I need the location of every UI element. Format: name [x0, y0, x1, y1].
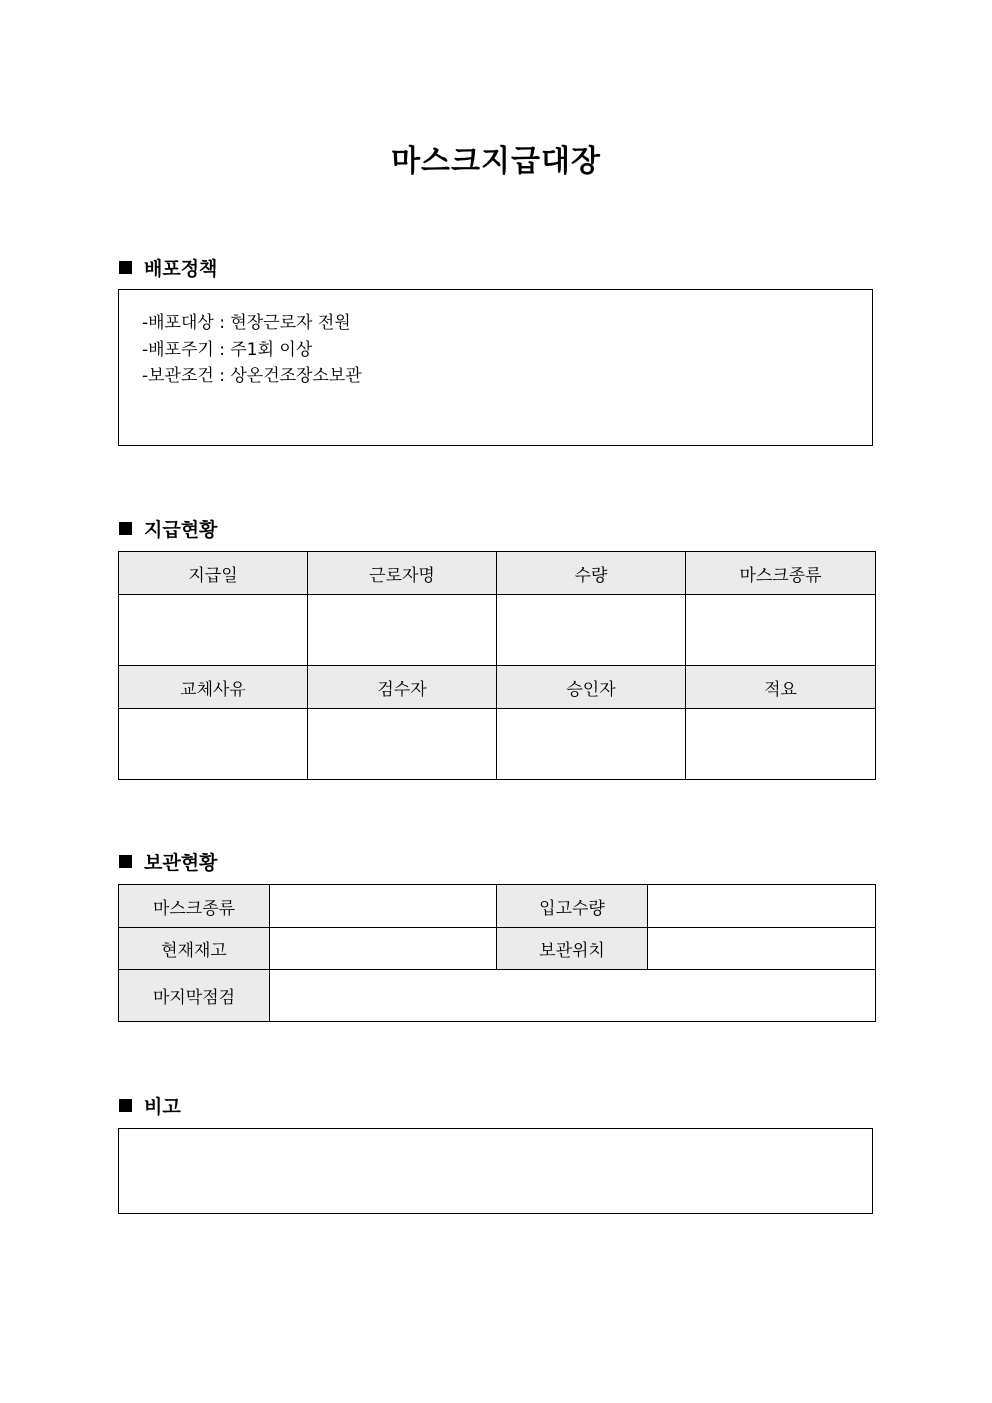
square-bullet-icon [119, 855, 132, 868]
section-heading-policy [119, 254, 217, 281]
quantity-cell[interactable] [497, 595, 686, 666]
issue-table [118, 551, 876, 780]
header-replace-reason: 교체사유 [119, 666, 308, 709]
policy-line-storage: -보관조건 : 상온건조장소보관 [142, 366, 362, 386]
label-last-check: 마지막점검 [119, 970, 270, 1022]
section-heading-issue [119, 515, 217, 542]
label-current-stock: 현재재고 [119, 928, 270, 970]
mask-type-cell[interactable] [686, 595, 876, 666]
issue-date-cell[interactable] [119, 595, 308, 666]
mask-type-value-cell[interactable] [270, 885, 497, 928]
section-heading-storage [119, 848, 217, 875]
policy-line-cycle: -배포주기 : 주1회 이상 [142, 339, 313, 360]
header-note: 적요 [686, 666, 876, 709]
approver-cell[interactable] [497, 709, 686, 780]
page-title: 마스크지급대장 [391, 144, 601, 179]
policy-line-target: -배포대상 : 현장근로자 전원 [142, 313, 351, 333]
inspector-cell[interactable] [308, 709, 497, 780]
square-bullet-icon [119, 1099, 132, 1112]
label-storage-location: 보관위치 [497, 928, 648, 970]
header-worker-name: 근로자명 [308, 552, 497, 595]
section-heading-remarks [119, 1092, 181, 1119]
square-bullet-icon [119, 261, 132, 274]
remarks-box[interactable] [118, 1128, 873, 1214]
storage-location-value-cell[interactable] [648, 928, 876, 970]
section-heading-storage-label: 보관현황 [144, 852, 218, 874]
last-check-value-cell[interactable] [270, 970, 876, 1022]
section-heading-issue-label: 지급현황 [144, 519, 218, 541]
header-approver: 승인자 [497, 666, 686, 709]
policy-box [118, 289, 873, 446]
label-mask-type: 마스크종류 [119, 885, 270, 928]
section-heading-remarks-label: 비고 [144, 1096, 181, 1118]
worker-name-cell[interactable] [308, 595, 497, 666]
label-incoming-qty: 입고수량 [497, 885, 648, 928]
current-stock-value-cell[interactable] [270, 928, 497, 970]
header-mask-type: 마스크종류 [686, 552, 876, 595]
header-inspector: 검수자 [308, 666, 497, 709]
section-heading-policy-label: 배포정책 [144, 258, 218, 280]
storage-table [118, 884, 876, 1022]
note-cell[interactable] [686, 709, 876, 780]
header-issue-date: 지급일 [119, 552, 308, 595]
header-quantity: 수량 [497, 552, 686, 595]
replace-reason-cell[interactable] [119, 709, 308, 780]
square-bullet-icon [119, 522, 132, 535]
incoming-qty-value-cell[interactable] [648, 885, 876, 928]
